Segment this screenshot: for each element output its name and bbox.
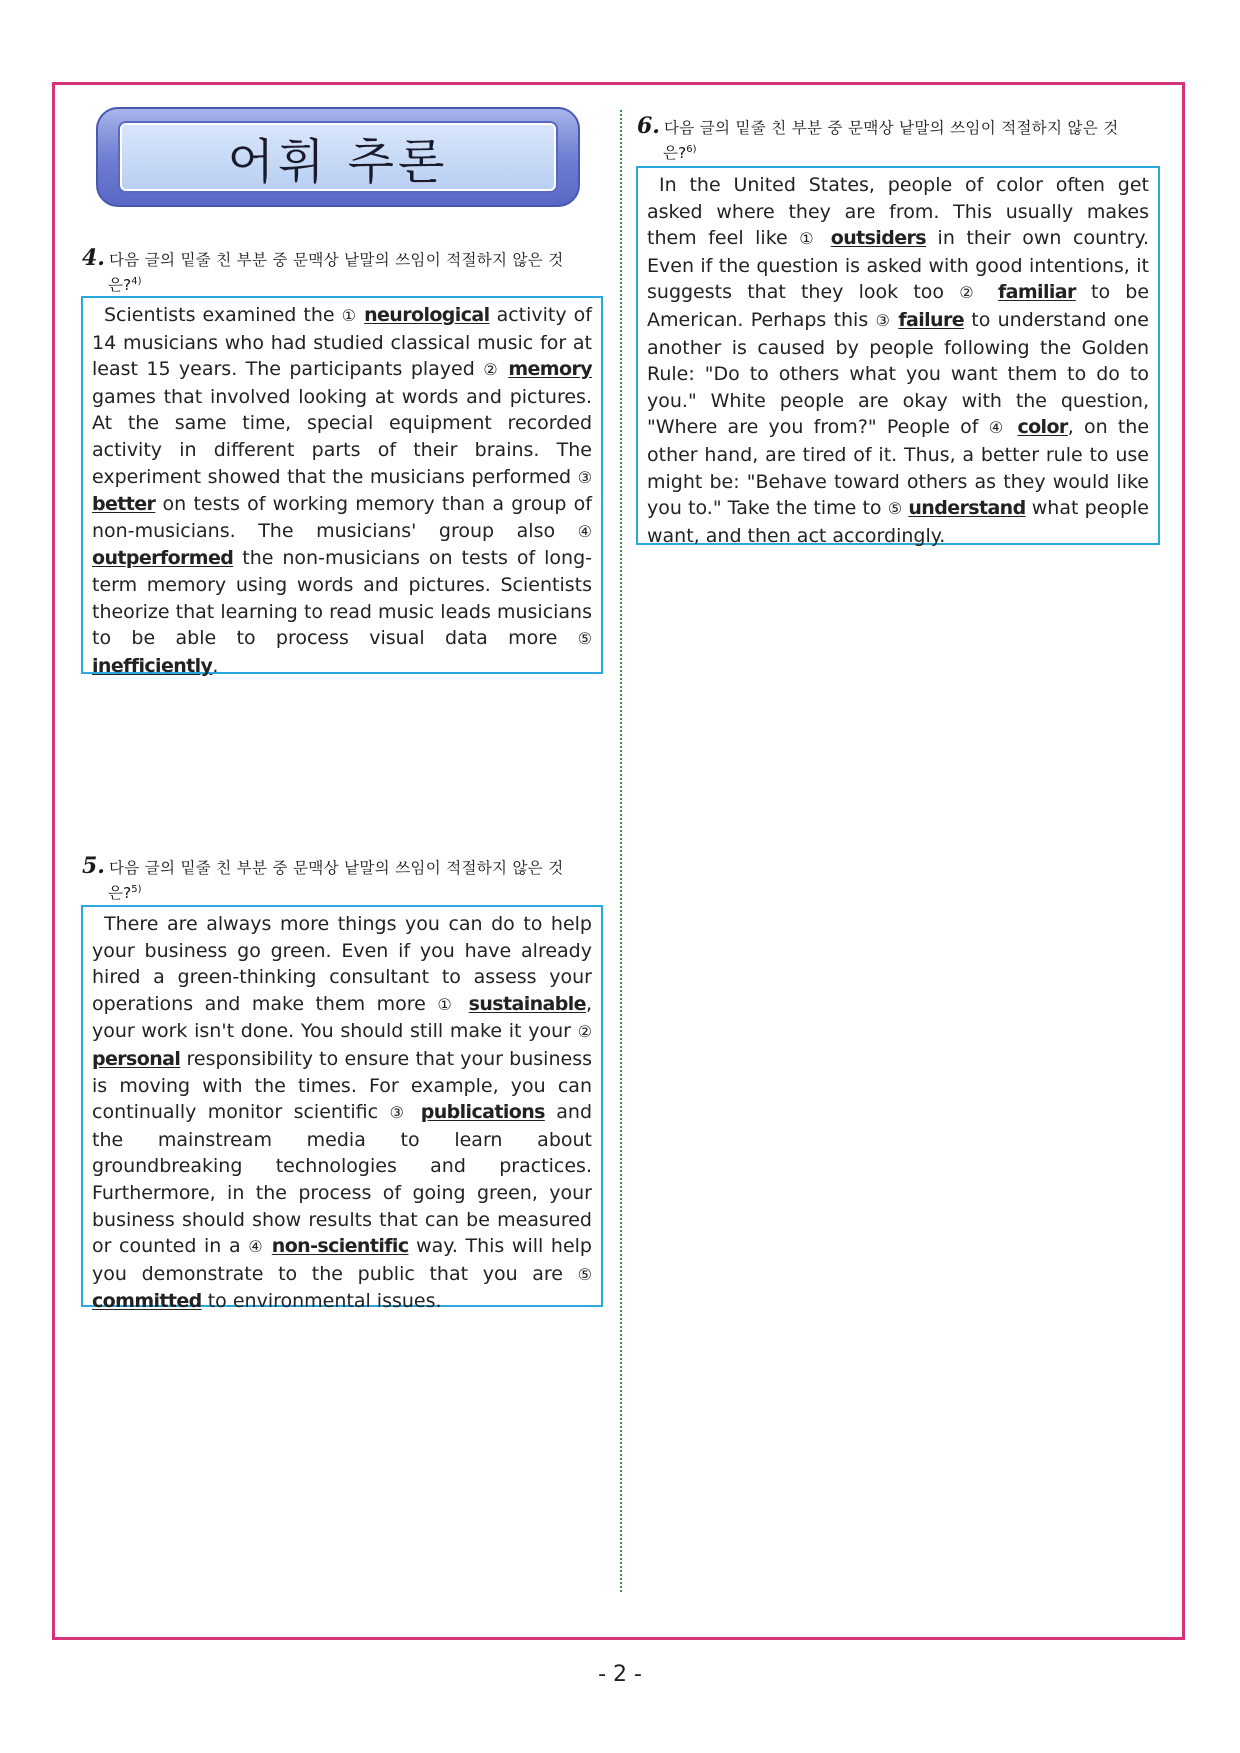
page-number: - 2 - [598, 1662, 642, 1687]
choice-marker: ③ [577, 467, 592, 487]
section-title: 어휘 추론 [227, 133, 449, 190]
underlined-word: committed [92, 1290, 202, 1313]
passage-segment: responsibility to ensure that your business is moving with the times. For example, you can continually monitor scientific [92, 1047, 592, 1124]
passage-segment: way. This will help you demonstrate to the public that you are [92, 1235, 592, 1285]
question-4-header [82, 245, 602, 296]
question-prompt: 다음 글의 밑줄 친 부분 중 문맥상 낱말의 쓰임이 적절하지 않은 것 [108, 251, 564, 269]
choice-marker: ① [799, 229, 820, 249]
underlined-word: non-scientific [271, 1235, 409, 1258]
space [1007, 416, 1017, 438]
footnote-marker: 5) [131, 884, 142, 895]
passage-segment: to understand one another is caused by people following the Golden Rule: "Do to others what you want them to do to you." White people are okay with the question, "Where are you from?" People of [647, 308, 1149, 439]
space [457, 993, 468, 1015]
underlined-word: neurological [364, 304, 490, 326]
underlined-word: sustainable [468, 992, 586, 1015]
question-prompt: 다음 글의 밑줄 친 부분 중 문맥상 낱말의 쓰임이 적절하지 않은 것 [108, 859, 564, 877]
underlined-word: failure [898, 308, 965, 331]
passage-segment: , on the other hand, are tired of it. Thus, a better rule to use might be: "Behave toward others as they would like you to." Take the time to [647, 416, 1150, 520]
passage-segment: to be American. Perhaps this [647, 281, 1150, 331]
question-prompt: 다음 글의 밑줄 친 부분 중 문맥상 낱말의 쓰임이 적절하지 않은 것 [663, 119, 1119, 137]
passage-segment: games that involved looking at words and pictures. At the same time, special equipment recorded activity in different parts of their brains. The experiment showed that the musicians performed [92, 385, 592, 488]
choice-marker: ① [437, 994, 458, 1014]
passage-segment: the non-musicians on tests of long-term memory using words and pictures. Scientists theorize that learning to read music leads musicians to be able to process visual data more [92, 547, 592, 650]
underlined-word: color [1017, 416, 1068, 439]
underlined-word: publications [420, 1101, 545, 1124]
choice-marker: ④ [577, 521, 592, 541]
choice-marker: ⑤ [577, 1264, 592, 1284]
question-6-passage [636, 166, 1160, 545]
space [819, 227, 831, 249]
passage-segment: and the mainstream media to learn about groundbreaking technologies and practices. Furthermore, in the process of going green, your business should show results that can be measured or counted in a [92, 1101, 593, 1258]
underlined-word: inefficiently [92, 654, 213, 677]
space [983, 281, 998, 303]
passage-text [647, 172, 1149, 549]
choice-marker: ⑤ [577, 629, 592, 649]
passage-segment: There are always more things you can do to help your business go green. Even if you have already hired a green-thinking consultant to assess your operations and make them more [92, 913, 592, 1015]
question-prompt-continued: 은? [108, 884, 132, 903]
question-number: 6. [637, 113, 660, 139]
choice-marker: ② [959, 283, 983, 303]
footnote-marker: 6) [686, 144, 697, 155]
underlined-word: outperformed [92, 547, 234, 570]
section-title-inner [120, 123, 556, 191]
choice-marker: ④ [248, 1237, 265, 1257]
choice-marker: ① [341, 306, 358, 325]
passage-segment: in their own country. Even if the question is asked with good intentions, it suggests that they look too [647, 227, 1150, 304]
question-6-header [637, 113, 1160, 164]
underlined-word: personal [92, 1047, 181, 1070]
choice-marker: ③ [389, 1103, 410, 1123]
space [409, 1101, 420, 1123]
passage-segment: activity of 14 musicians who had studied classical music for at least 15 years. The participants played [92, 304, 592, 381]
question-number: 4. [82, 245, 105, 271]
question-prompt-continued: 은? [663, 144, 687, 163]
space [264, 1235, 272, 1257]
question-4-passage [81, 296, 603, 677]
passage-segment: on tests of working memory than a group of non-musicians. The musicians' group also [92, 493, 592, 542]
choice-marker: ③ [875, 310, 892, 330]
question-5-passage [81, 905, 603, 1313]
passage-text [92, 911, 592, 1315]
choice-marker: ④ [988, 418, 1008, 438]
passage-segment: what people want, and then act accordingly. [647, 497, 1149, 547]
passage-segment: . [212, 654, 219, 677]
choice-marker: ② [483, 360, 500, 380]
passage-text [92, 302, 592, 679]
passage-segment: to environmental issues. [201, 1290, 442, 1313]
passage-segment: , your work isn't done. You should still make it your [92, 992, 593, 1043]
underlined-word: understand [908, 497, 1026, 520]
question-number: 5. [82, 853, 105, 879]
passage-segment: Scientists examined the [104, 304, 342, 326]
underlined-word: outsiders [830, 227, 926, 250]
passage-segment: In the United States, people of color often get asked where they are from. This usually makes them feel like [647, 174, 1149, 250]
column-divider [620, 110, 622, 1592]
underlined-word: better [92, 493, 156, 516]
footnote-marker: 4) [131, 276, 142, 287]
underlined-word: familiar [997, 281, 1076, 304]
underlined-word: memory [508, 358, 593, 381]
section-title-badge [96, 107, 580, 207]
choice-marker: ⑤ [887, 499, 903, 519]
question-prompt-continued: 은? [108, 276, 132, 295]
choice-marker: ② [577, 1022, 592, 1042]
question-5-header [82, 853, 602, 904]
